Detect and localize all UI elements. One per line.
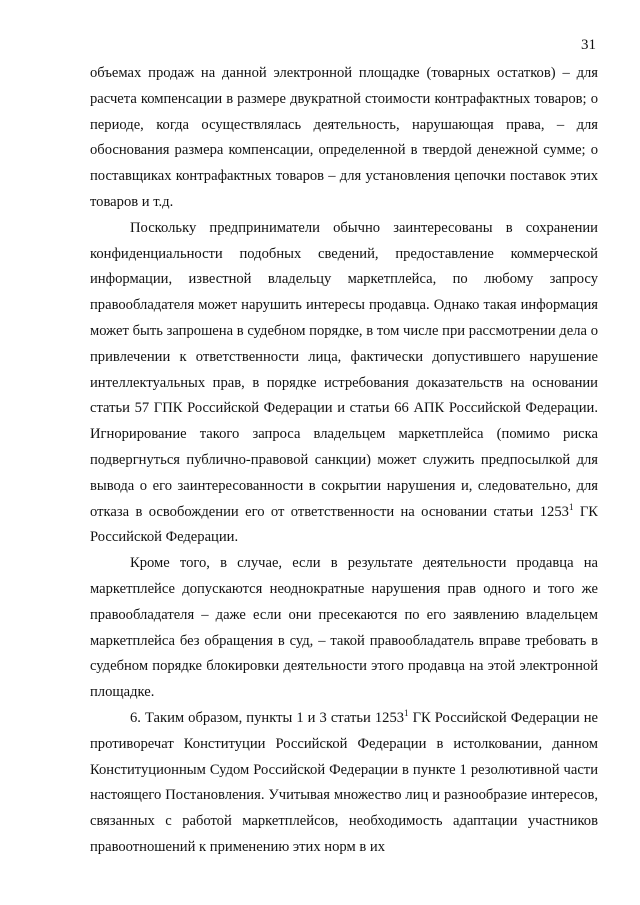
paragraph-text: 6. Таким образом, пункты 1 и 3 статьи 1253 [130,709,405,726]
paragraph [90,216,598,551]
paragraph [90,551,598,706]
superscript: 1 [568,501,574,512]
superscript: 1 [404,707,409,718]
page-number: 31 [581,37,596,53]
paragraph [90,61,598,216]
paragraph-text: объемах продаж на данной электронной площадке (товарных остатков) – для расчета компенсации в размере двукратной стоимости контрафактных товаров; о периоде, когда осуществлялась деятельность, нарушающая права, – для обоснования размера компенсации, определенной в твердой денежной сумме; о поставщиках контрафактных товаров – для установления цепочки поставок этих товаров и т.д. [90,65,598,210]
paragraph-text: Кроме того, в случае, если в результате деятельности продавца на маркетплейсе допускаются неоднократные нарушения прав одного и того же правообладателя – даже если они пресекаются по его заявлению владельцем маркетплейса без обращения в суд, – такой правообладатель вправе требовать в судебном порядке блокировки деятельности этого продавца на этой электронной площадке. [90,555,598,701]
document-body [90,61,598,861]
paragraph-text: ГК Российской Федерации. [90,503,598,546]
paragraph-text: ГК Российской Федерации не противоречат Конституции Российской Федерации в истолковании, данном Конституционным Судом Российской Федерации в пункте 1 резолютивной части настоящего Постановления. Учитывая множество лиц и разнообразие интересов, связанных с работой маркетплейсов, необходимость адаптации участников правоотношений к применению этих норм в их [90,709,598,855]
paragraph [90,706,598,861]
paragraph-text: Поскольку предприниматели обычно заинтересованы в сохранении конфиденциальности подобных сведений, предоставление коммерческой информации, известной владельцу маркетплейса, по любому запросу правообладателя может нарушить интересы продавца. Однако такая информация может быть запрошена в судебном порядке, в том числе при рассмотрении дела о привлечении к ответственности лица, фактически допустившего нарушение интеллектуальных прав, в порядке истребования доказательств на основании статьи 57 ГПК Российской Федерации и статьи 66 АПК Российской Федерации. Игнорирование такого запроса владельцем маркетплейса (помимо риска подвергнуться публично-правовой санкции) может служить предпосылкой для вывода о его заинтересованности в сокрытии нарушения и, следовательно, для отказа в освобождении его от ответственности на основании статьи 1253 [90,219,598,520]
